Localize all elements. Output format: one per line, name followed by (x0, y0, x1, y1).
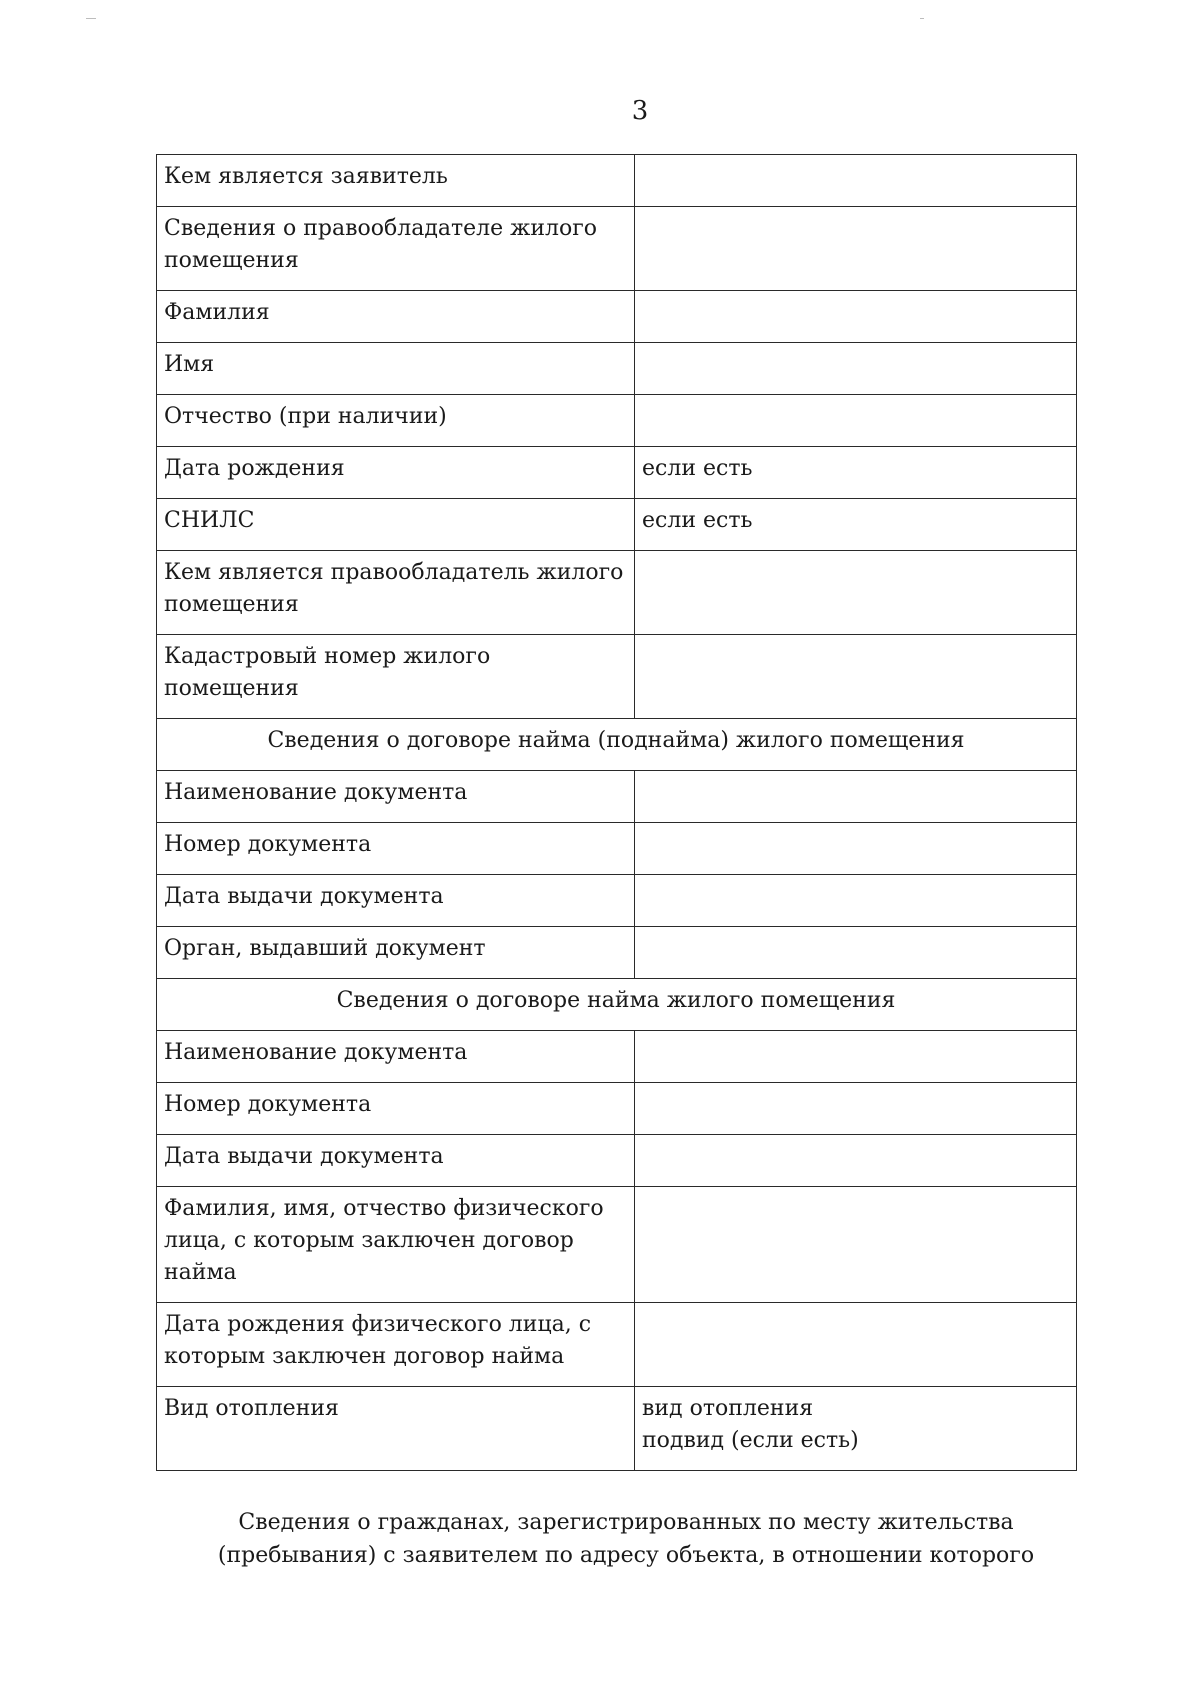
section-header-row (157, 979, 1077, 1031)
field-value[interactable] (635, 823, 1077, 875)
form-row (157, 447, 1077, 499)
field-label: СНИЛС (157, 499, 635, 551)
field-label: Кадастровый номер жилого помещения (157, 635, 635, 719)
form-table-body (157, 155, 1077, 1471)
field-label: Дата рождения (157, 447, 635, 499)
field-label: Дата рождения физического лица, с которым заключен договор найма (157, 1303, 635, 1387)
page-number: 3 (631, 96, 649, 126)
form-row (157, 499, 1077, 551)
field-value[interactable] (635, 1135, 1077, 1187)
footer-paragraph (176, 1506, 1076, 1572)
form-row (157, 1303, 1077, 1387)
field-label: Имя (157, 343, 635, 395)
form-row (157, 927, 1077, 979)
form-row (157, 1083, 1077, 1135)
field-label: Номер документа (157, 1083, 635, 1135)
field-label: Наименование документа (157, 1031, 635, 1083)
field-value[interactable] (635, 291, 1077, 343)
form-row (157, 155, 1077, 207)
application-form-table (156, 154, 1077, 1471)
form-row (157, 395, 1077, 447)
field-label: Наименование документа (157, 771, 635, 823)
field-value[interactable] (635, 343, 1077, 395)
field-value[interactable] (635, 875, 1077, 927)
section-title: Сведения о договоре найма жилого помещения (157, 979, 1077, 1031)
field-value[interactable] (635, 635, 1077, 719)
field-value[interactable] (635, 1083, 1077, 1135)
field-label: Дата выдачи документа (157, 875, 635, 927)
field-value[interactable]: если есть (635, 447, 1077, 499)
form-row (157, 291, 1077, 343)
field-value[interactable] (635, 395, 1077, 447)
field-label: Вид отопления (157, 1387, 635, 1471)
footer-line-1: Сведения о гражданах, зарегистрированных по месту жительства (238, 1510, 1014, 1535)
field-value[interactable] (635, 1303, 1077, 1387)
form-row (157, 771, 1077, 823)
scan-artifact (86, 18, 96, 19)
footer-line-2: (пребывания) с заявителем по адресу объекта, в отношении которого (217, 1543, 1035, 1568)
field-value[interactable] (635, 927, 1077, 979)
field-label: Фамилия (157, 291, 635, 343)
field-value[interactable]: вид отопления подвид (если есть) (635, 1387, 1077, 1471)
field-value[interactable] (635, 155, 1077, 207)
field-label: Дата выдачи документа (157, 1135, 635, 1187)
field-value[interactable] (635, 771, 1077, 823)
section-header-row (157, 719, 1077, 771)
form-row (157, 1187, 1077, 1303)
field-label: Отчество (при наличии) (157, 395, 635, 447)
field-value[interactable]: если есть (635, 499, 1077, 551)
form-row (157, 823, 1077, 875)
field-label: Орган, выдавший документ (157, 927, 635, 979)
field-label: Кем является правообладатель жилого помещения (157, 551, 635, 635)
field-label: Сведения о правообладателе жилого помещения (157, 207, 635, 291)
form-row (157, 551, 1077, 635)
form-row (157, 207, 1077, 291)
field-label: Номер документа (157, 823, 635, 875)
field-value[interactable] (635, 1187, 1077, 1303)
field-value[interactable] (635, 551, 1077, 635)
section-title: Сведения о договоре найма (поднайма) жилого помещения (157, 719, 1077, 771)
form-row (157, 1387, 1077, 1471)
field-label: Кем является заявитель (157, 155, 635, 207)
field-label: Фамилия, имя, отчество физического лица, с которым заключен договор найма (157, 1187, 635, 1303)
field-value[interactable] (635, 1031, 1077, 1083)
form-row (157, 1135, 1077, 1187)
field-value[interactable] (635, 207, 1077, 291)
scan-artifact (920, 18, 924, 19)
form-row (157, 635, 1077, 719)
form-row (157, 343, 1077, 395)
form-row (157, 1031, 1077, 1083)
form-row (157, 875, 1077, 927)
